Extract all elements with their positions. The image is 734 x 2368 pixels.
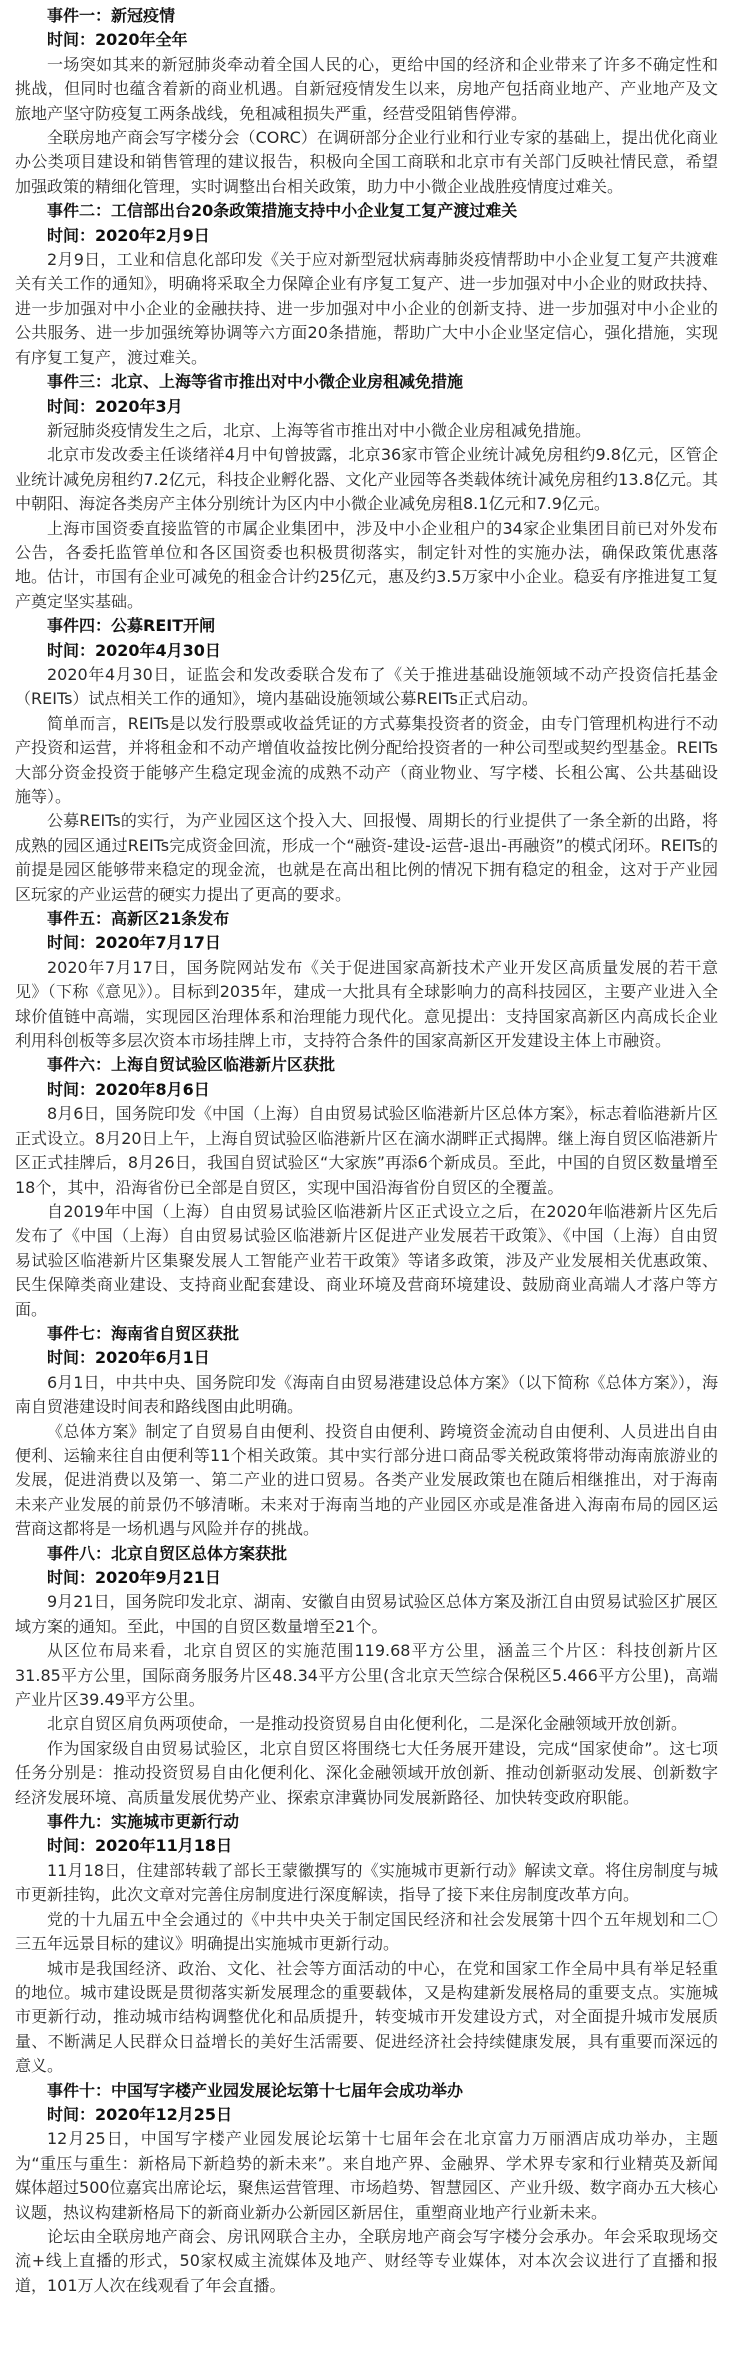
event-title: 事件九：实施城市更新行动 [47, 1812, 240, 1832]
event-title: 事件六：上海自贸试验区临港新片区获批 [47, 1055, 336, 1075]
event-paragraph: 11月18日，住建部转载了部长王蒙徽撰写的《实施城市更新行动》解读文章。将住房制度与城市更新挂钩，此次文章对完善住房制度进行深度解读，指导了接下来住房制度改革方向。 [15, 1860, 718, 1905]
event-1 [15, 4, 718, 199]
event-title: 事件七：海南省自贸区获批 [47, 1323, 240, 1343]
event-6 [15, 1053, 718, 1321]
event-time: 时间：2020年12月25日 [47, 2104, 233, 2124]
event-title: 事件十：中国写字楼产业园发展论坛第十七届年会成功举办 [47, 2080, 464, 2100]
event-title: 事件八：北京自贸区总体方案获批 [47, 1543, 288, 1563]
event-paragraph: 《总体方案》制定了自贸易自由便利、投资自由便利、跨境资金流动自由便利、人员进出自由便利、运输来往自由便利等11个相关政策。其中实行部分进口商品零关税政策将带动海南旅游业的发展，促进消费以及第一、第二产业的进口贸易。各类产业发展政策也在随后相继推出，对于海南未来产业发展的前景仍不够清晰。未来对于海南当地的产业园区亦或是准备进入海南布局的园区运营商这都将是一场机遇与风险并存的挑战。 [15, 1421, 718, 1539]
event-paragraph: 一场突如其来的新冠肺炎牵动着全国人民的心，更给中国的经济和企业带来了许多不确定性和挑战，但同时也蕴含着新的商业机遇。自新冠疫情发生以来，房地产包括商业地产、产业地产及文旅地产坚守防疫复工两条战线，免租减租损失严重，经营受阻销售停滞。 [15, 54, 718, 123]
event-paragraph: 简单而言，REITs是以发行股票或收益凭证的方式募集投资者的资金，由专门管理机构进行不动产投资和运营，并将租金和不动产增值收益按比例分配给投资者的一种公司型或契约型基金。REITs大部分资金投资于能够产生稳定现金流的成熟不动产（商业物业、写字楼、长租公寓、公共基础设施等）。 [15, 713, 718, 806]
event-paragraph: 从区位布局来看，北京自贸区的实施范围119.68平方公里，涵盖三个片区：科技创新片区31.85平方公里，国际商务服务片区48.34平方公里(含北京天竺综合保税区5.466平方公里)，高端产业片区39.49平方公里。 [15, 1641, 718, 1710]
event-paragraph: 上海市国资委直接监管的市属企业集团中，涉及中小企业租户的34家企业集团目前已对外发布公告，各委托监管单位和各区国资委也积极贯彻落实，制定针对性的实施办法，确保政策优惠落地。估计，市国有企业可减免的租金合计约25亿元，惠及约3.5万家中小企业。稳妥有序推进复工复产奠定坚实基础。 [15, 518, 718, 611]
event-10 [15, 2079, 718, 2299]
event-8 [15, 1542, 718, 1810]
event-time: 时间：2020年2月9日 [47, 225, 210, 245]
event-paragraph: 2020年7月17日，国务院网站发布《关于促进国家高新技术产业开发区高质量发展的若干意见》（下称《意见》）。目标到2035年，建成一大批具有全球影响力的高科技园区，主要产业进入全球价值链中高端，实现园区治理体系和治理能力现代化。意见提出：支持国家高新区内高成长企业利用科创板等多层次资本市场挂牌上市，支持符合条件的国家高新区开发建设主体上市融资。 [15, 957, 718, 1051]
event-paragraph: 12月25日，中国写字楼产业园发展论坛第十七届年会在北京富力万丽酒店成功举办，主题为“重压与重生：新格局下新趋势的新未来”。来自地产界、金融界、学术界专家和行业精英及新闻媒体超过500位嘉宾出席论坛，聚焦运营管理、市场趋势、智慧园区、产业升级、数字商办五大核心议题，热议构建新格局下的新商业新办公新园区新居住，重塑商业地产行业新未来。 [15, 2129, 718, 2222]
event-paragraph: 8月6日，国务院印发《中国（上海）自由贸易试验区临港新片区总体方案》，标志着临港新片区正式设立。8月20日上午，上海自贸试验区临港新片区在滴水湖畔正式揭牌。继上海自贸区临港新片区正式挂牌后，8月26日，我国自贸试验区“大家族”再添6个新成员。至此，中国的自贸区数量增至18个，其中，沿海省份已全部是自贸区，实现中国沿海省份自贸区的全覆盖。 [15, 1104, 718, 1197]
event-3 [15, 370, 718, 614]
event-2 [15, 199, 718, 370]
event-paragraph: 2020年4月30日，证监会和发改委联合发布了《关于推进基础设施领域不动产投资信托基金（REITs）试点相关工作的通知》，境内基础设施领域公募REITs正式启动。 [15, 664, 718, 709]
event-title: 事件一：新冠疫情 [47, 6, 176, 25]
event-7 [15, 1322, 718, 1542]
event-paragraph: 新冠肺炎疫情发生之后，北京、上海等省市推出对中小微企业房租减免措施。 [47, 420, 592, 440]
event-time: 时间：2020年7月17日 [47, 933, 221, 953]
event-title: 事件三：北京、上海等省市推出对中小微企业房租减免措施 [47, 372, 464, 392]
event-paragraph: 城市是我国经济、政治、文化、社会等方面活动的中心，在党和国家工作全局中具有举足轻重的地位。城市建设既是贯彻落实新发展理念的重要载体，又是构建新发展格局的重要支点。实施城市更新行动，推动城市结构调整优化和品质提升，转变城市开发建设方式，对全面提升城市发展质量、不断满足人民群众日益增长的美好生活需要、促进经济社会持续健康发展，具有重要而深远的意义。 [15, 1958, 718, 2076]
event-paragraph: 北京市发改委主任谈绪祥4月中旬曾披露，北京36家市管企业统计减免房租约9.8亿元，区管企业统计减免房租约7.2亿元，科技企业孵化器、文化产业园等各类载体统计减免房租约13.8亿元。其中朝阳、海淀各类房产主体分别统计为区内中小微企业减免房租8.1亿元和7.9亿元。 [15, 445, 718, 514]
event-paragraph: 6月1日，中共中央、国务院印发《海南自由贸易港建设总体方案》（以下简称《总体方案》），海南自贸港建设时间表和路线图由此明确。 [15, 1372, 718, 1417]
event-paragraph: 全联房地产商会写字楼分会（CORC）在调研部分企业行业和行业专家的基础上，提出优化商业办公类项目建设和销售管理的建议报告，积极向全国工商联和北京市有关部门反映社情民意，希望加强政策的精细化管理，实时调整出台相关政策，助力中小微企业战胜疫情度过难关。 [15, 128, 718, 196]
event-paragraph: 自2019年中国（上海）自由贸易试验区临港新片区正式设立之后，在2020年临港新片区先后发布了《中国（上海）自由贸易试验区临港新片区促进产业发展若干政策》、《中国（上海）自由贸易试验区临港新片区集聚发展人工智能产业若干政策》等诸多政策，涉及产业发展相关优惠政策、民生保障类商业建设、支持商业配套建设、商业环境及营商环境建设、鼓励商业高端人才落户等方面。 [15, 1201, 718, 1319]
event-paragraph: 论坛由全联房地产商会、房讯网联合主办，全联房地产商会写字楼分会承办。年会采取现场交流+线上直播的形式，50家权威主流媒体及地产、财经等专业媒体，对本次会议进行了直播和报道，101万人次在线观看了年会直播。 [15, 2226, 718, 2295]
event-time: 时间：2020年3月 [47, 396, 183, 416]
event-paragraph: 公募REITs的实行，为产业园区这个投入大、回报慢、周期长的行业提供了一条全新的出路，将成熟的园区通过REITs完成资金回流，形成一个“融资-建设-运营-退出-再融资”的模式闭环。REITs的前提是园区能够带来稳定的现金流，也就是在高出租比例的情况下拥有稳定的租金，这对于产业园区玩家的产业运营的硬实力提出了更高的要求。 [15, 811, 718, 904]
event-title: 事件二：工信部出台20条政策措施支持中小企业复工复产渡过难关 [47, 201, 518, 221]
event-title: 事件五：高新区21条发布 [47, 909, 230, 929]
event-paragraph: 9月21日，国务院印发北京、湖南、安徽自由贸易试验区总体方案及浙江自由贸易试验区扩展区域方案的通知。至此，中国的自贸区数量增至21个。 [15, 1592, 718, 1636]
event-paragraph: 北京自贸区肩负两项使命，一是推动投资贸易自由化便利化，二是深化金融领域开放创新。 [47, 1714, 688, 1734]
event-time: 时间：2020年4月30日 [47, 640, 221, 660]
event-title: 事件四：公募REIT开闸 [47, 616, 216, 636]
event-time: 时间：2020年11月18日 [47, 1836, 233, 1856]
event-time: 时间：2020年8月6日 [47, 1079, 210, 1099]
event-4 [15, 614, 718, 907]
event-time: 时间：2020年全年 [47, 30, 188, 50]
event-time: 时间：2020年9月21日 [47, 1568, 221, 1587]
event-paragraph: 作为国家级自由贸易试验区，北京自贸区将围绕七大任务展开建设，完成“国家使命”。这七项任务分别是：推动投资贸易自由化便利化、深化金融领域开放创新、推动创新驱动发展、创新数字经济发展环境、高质量发展优势产业、探索京津冀协同发展新路径、加快转变政府职能。 [15, 1738, 718, 1807]
event-time: 时间：2020年6月1日 [47, 1348, 210, 1368]
event-9 [15, 1810, 718, 2078]
event-5 [15, 907, 718, 1053]
event-paragraph: 2月9日，工业和信息化部印发《关于应对新型冠状病毒肺炎疫情帮助中小企业复工复产共渡难关有关工作的通知》，明确将采取全力保障企业有序复工复产、进一步加强对中小企业的财政扶持、进一步加强对中小企业的金融扶持、进一步加强对中小企业的创新支持、进一步加强对中小企业的公共服务、进一步加强统筹协调等六方面20条措施，帮助广大中小企业坚定信心，强化措施，实现有序复工复产，渡过难关。 [15, 250, 718, 367]
event-paragraph: 党的十九届五中全会通过的《中共中央关于制定国民经济和社会发展第十四个五年规划和二〇三五年远景目标的建议》明确提出实施城市更新行动。 [15, 1909, 718, 1954]
